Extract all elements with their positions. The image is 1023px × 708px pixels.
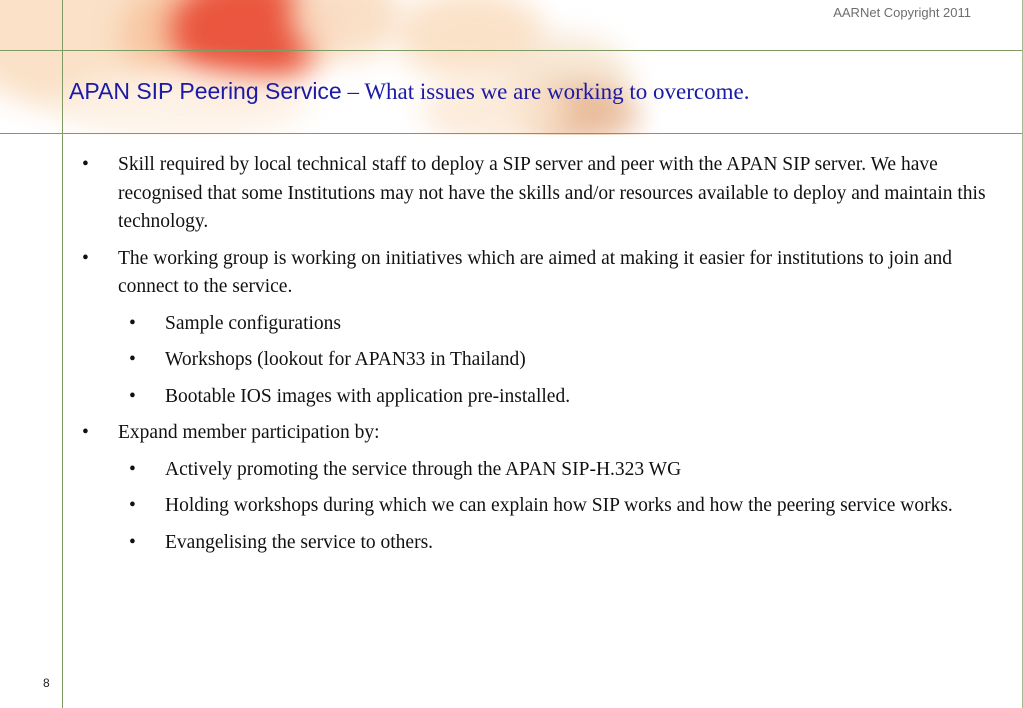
bullet-text: Actively promoting the service through the APAN SIP-H.323 WG <box>165 458 682 480</box>
page-number: 8 <box>43 676 50 690</box>
copyright-text: AARNet Copyright 2011 <box>833 5 971 20</box>
sub-bullet-item <box>82 456 992 485</box>
sub-bullet-item <box>82 310 992 339</box>
bullet-dot-icon: • <box>129 349 136 370</box>
bullet-list <box>82 151 992 565</box>
header-divider-top <box>0 50 1023 51</box>
bullet-item <box>82 419 992 448</box>
bullet-text: Bootable IOS images with application pre-installed. <box>165 385 571 407</box>
left-margin-line <box>62 0 63 708</box>
bullet-text: Sample configurations <box>165 312 342 334</box>
sub-bullet-item <box>82 346 992 375</box>
header-bokeh-decoration <box>0 0 660 135</box>
bullet-text: Skill required by local technical staff to deploy a SIP server and peer with the APAN SIP server. We have recognised that some Institutions may not have the skills and/or resources available to deploy and maintain this technology. <box>118 154 986 232</box>
bullet-dot-icon: • <box>129 531 136 553</box>
bullet-text: The working group is working on initiatives which are aimed at making it easier for institutions to join and connect to the service. <box>118 247 953 297</box>
bullet-dot-icon: • <box>129 458 136 480</box>
slide-title-subtitle: – What issues we are working to overcome. <box>341 79 750 104</box>
sub-bullet-item <box>82 529 992 558</box>
bullet-dot-icon: • <box>82 247 89 269</box>
bullet-dot-icon: • <box>129 495 136 516</box>
bullet-text: Evangelising the service to others. <box>165 531 434 553</box>
bullet-item <box>82 151 992 237</box>
header-divider-bottom <box>0 133 1023 134</box>
bullet-dot-icon: • <box>82 154 89 175</box>
bullet-text: Holding workshops during which we can explain how SIP works and how the peering service works. <box>165 495 953 516</box>
sub-bullet-item <box>82 492 992 521</box>
bullet-dot-icon: • <box>129 312 136 334</box>
sub-bullet-item <box>82 383 992 412</box>
bullet-text: Workshops (lookout for APAN33 in Thailand) <box>165 349 526 370</box>
slide-title <box>69 80 749 103</box>
bullet-dot-icon: • <box>82 422 89 443</box>
slide-title-main: APAN SIP Peering Service <box>69 78 342 104</box>
bullet-text: Expand member participation by: <box>118 422 380 443</box>
bullet-item <box>82 245 992 302</box>
bullet-dot-icon: • <box>129 385 136 407</box>
